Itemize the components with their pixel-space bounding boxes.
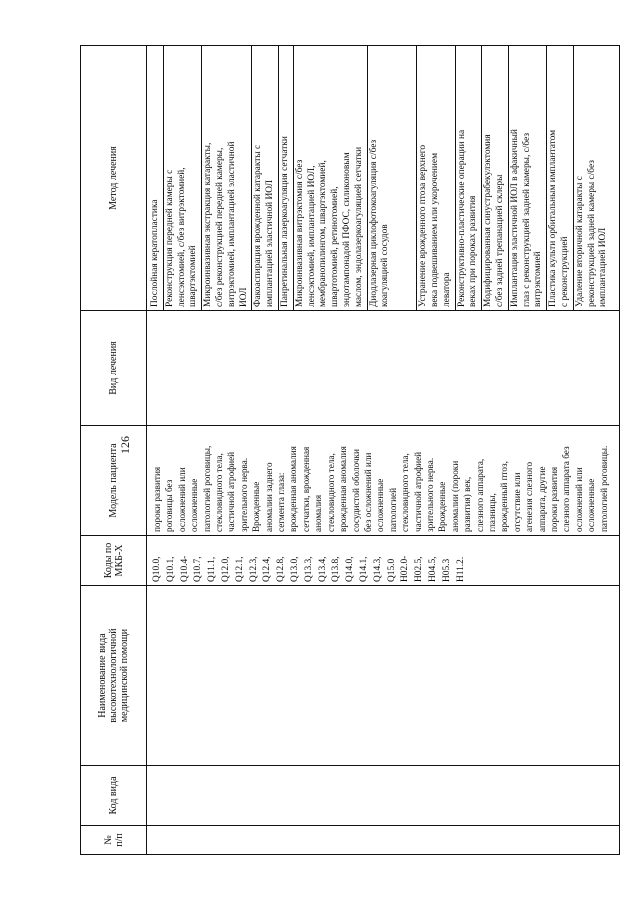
method-row: Микроинвазивная экстракция катаракты, с/без реконструкцией передней камеры, витрэктомией, имплантацией эластичной ИОЛ [202, 46, 252, 310]
method-row: Микроинвазивная витрэктомия с/без ленсэктомией, имплантацией ИОЛ, мембранопилингом, швартэктомией, швартотомией, ретинотомией, эндотампонадой ПФОС, силиконовым маслом, эндолазеркоагуляцией сетчатки [294, 46, 368, 310]
method-row: Послойная кератопластика [149, 46, 164, 310]
icd-code: Q10.1, [165, 556, 176, 582]
method-row: Удаление вторичной катаракты с реконструкцией задней камеры с/без имплантацией ИОЛ [574, 160, 609, 307]
icd-code: Q14.1, [358, 556, 369, 582]
header-model: Модель пациента [81, 426, 147, 535]
col-code [80, 765, 620, 825]
icd-code: Q13.4, [317, 556, 328, 582]
icd-code: H02.5, [414, 556, 425, 582]
icd-code: Q14.0, [345, 556, 356, 582]
header-method: Метод лечения [81, 46, 147, 310]
method-row: Устранение врожденного птоза верхнего века подвешиванием или укорочением леватора [417, 46, 455, 310]
header-icd: Коды по МКБ-Х [81, 536, 147, 585]
col-name [80, 585, 620, 765]
icd-code: Q12.1, [234, 556, 245, 582]
icd-code: H05.3 [441, 558, 452, 582]
header-type: Вид лечения [81, 311, 147, 425]
col-method [80, 45, 620, 310]
icd-code: Q15.0 [386, 558, 397, 582]
icd-code: Q10.0, [152, 556, 162, 582]
header-name: Наименование вида высокотехнологичной медицинской помощи [81, 586, 147, 765]
page-number: 126 [118, 436, 132, 454]
icd-code: Q10.7, [193, 556, 204, 582]
icd-code: Q13.0, [289, 556, 300, 582]
col-number [80, 825, 620, 855]
method-row: Модифицированная синустрабекулэктомия с/без задней трепанацией склеры [482, 46, 509, 310]
icd-code: H02.0- [400, 555, 411, 582]
method-row: Имплантация эластичной ИОЛ в афакичный глаз с реконструкцией задней камеры, с/без витрэктомией [509, 46, 547, 310]
icd-code: H11.2. [455, 556, 466, 582]
icd-code: Q12.0, [220, 556, 231, 582]
col-icd [80, 535, 620, 585]
icd-code: Q12.8, [276, 556, 287, 582]
icd-code: Q10.4- [179, 555, 190, 582]
icd-code: Q11.1, [207, 556, 218, 582]
icd-code: Q12.4, [262, 556, 273, 582]
procedures-table [80, 45, 620, 855]
icd-code: Q12.3, [248, 556, 259, 582]
method-row: Диодлазерная циклофотокоагуляция с/без коагуляцией сосудов [368, 46, 418, 310]
method-row: Пластика культи орбитальным имплантатом с реконструкцией [547, 46, 574, 310]
method-row: Факоаспирация врожденной катаракты с имплантацией эластичной ИОЛ [252, 46, 279, 310]
methods-list [149, 46, 619, 310]
icd-code: Q13.3, [303, 556, 314, 582]
header-number: № п/п [81, 826, 147, 854]
icd-code: Q13.8, [331, 556, 342, 582]
icd-codes-cell [149, 536, 619, 585]
header-code: Код вида [81, 766, 147, 825]
col-type [80, 310, 620, 425]
icd-code: Q14.3, [372, 556, 383, 582]
method-row: Панретинальная лазеркоагуляция сетчатки [279, 46, 294, 310]
col-model [80, 425, 620, 535]
model-cell: пороки развития роговицы без осложнений или осложненные патологией роговицы, стекловидного тела, частичной атрофией зрительного нерва. Врожденные аномалии заднего сегмента глаза: врожденная аномалия сетчатки, врожденная аномалия стекловидного тела, врожденная аномалия сосудистой оболочки без осложнений или осложненные патологией стекловидного тела, частичной атрофией зрительного нерва. Врожденные аномалии (пороки развития) век, слезного аппарата, глазницы, врожденный птоз, отсутствие или агенезия слезного аппарата, другие пороки развития слезного аппарата без осложнений или осложненные патологией роговицы. [152, 445, 609, 532]
method-row: Реконструкция передней камеры с ленсэктомией, с/без витрэктомией, швартэктомией [164, 46, 202, 310]
method-row: Реконструктивно-пластические операции на веках при пороках развития [456, 46, 483, 310]
icd-code: H04.5, [427, 556, 438, 582]
